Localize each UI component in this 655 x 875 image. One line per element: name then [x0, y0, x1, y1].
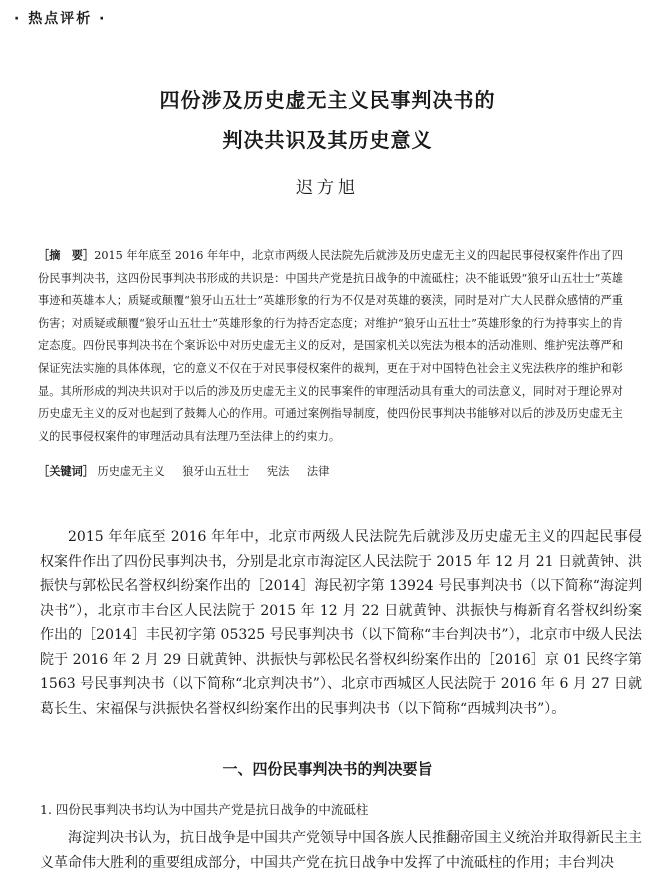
section-heading: 一、四份民事判决书的判决要旨	[222, 760, 433, 778]
keywords-block	[38, 461, 623, 483]
abstract-block	[38, 245, 623, 448]
subsection-heading: 1. 四份民事判决书均认为中国共产党是抗日战争的中流砥柱	[40, 802, 369, 817]
article-title-line-1: 四份涉及历史虚无主义民事判决书的	[159, 88, 496, 112]
abstract-text: 2015 年年底至 2016 年年中，北京市两级人民法院先后就涉及历史虚无主义的四起民事侵权案件作出了四份民事判决书，这四份民事判决书形成的共识是：中国共产党是抗日战争的中流砥柱；决不能诋毁“狼牙山五壮士”英雄事迹和英雄本人；质疑或颠覆“狼牙山五壮士”英雄形象的行为不仅是对英雄的亵渎，同时是对广大人民群众感情的严重伤害；对质疑或颠覆“狼牙山五壮士”英雄形象的行为持否定态度；对维护“狼牙山五壮士”英雄形象的行为持事实上的肯定态度。四份民事判决书在个案诉讼中对历史虚无主义的反对，是国家机关以宪法为根本的活动准则、维护宪法尊严和保证宪法实施的具体体现，它的意义不仅在于对民事侵权案件的裁判，更在于对中国特色社会主义宪法秩序的维护和彰显。其所形成的判决共识对于以后的涉及历史虚无主义的民事案件的审理活动具有重大的司法意义，同时对于理论界对历史虚无主义的反对也起到了鼓舞人心的作用。可通过案例指导制度，使四份民事判决书能够对以后的涉及历史虚无主义的民事侵权案件的审理活动具有法理乃至法律上的约束力。	[38, 249, 623, 443]
keyword: 法律	[306, 465, 330, 478]
author-name: 迟方旭	[296, 178, 359, 198]
keyword: 狼牙山五壮士	[182, 465, 250, 478]
section-tag: · 热点评析 ·	[14, 11, 107, 27]
body-paragraph: 海淀判决书认为，抗日战争是中国共产党领导中国各族人民推翻帝国主义统治并取得新民主主义革命伟大胜利的重要组成部分，中国共产党在抗日战争中发挥了中流砥柱的作用；丰台判决	[40, 830, 642, 871]
keyword: 历史虚无主义	[97, 465, 165, 478]
keywords-label: ［关键词］	[38, 465, 94, 478]
body-paragraph: 2015 年年底至 2016 年年中，北京市两级人民法院先后就涉及历史虚无主义的四起民事侵权案件作出了四份民事判决书，分别是北京市海淀区人民法院于 2015 年 12 月 21 日就黄钟、洪振快与郭松民名誉权纠纷案作出的［2014］海民初字第 13924 号民事判决书（以下简称“海淀判决书”），北京市丰台区人民法院于 2015 年 12 月 22 日就黄钟、洪振快与梅新育名誉权纠纷案作出的［2014］丰民初字第 05325 号民事判决书（以下简称“丰台判决书”），北京市中级人民法院于 2016 年 2 月 29 日就黄钟、洪振快与郭松民名誉权纠纷案作出的［2016］京 01 民终字第 1563 号民事判决书（以下简称“北京判决书”）、北京市西城区人民法院于 2016 年 6 月 27 日就葛长生、宋福保与洪振快名誉权纠纷案作出的民事判决书（以下简称“西城判决书”）。	[40, 529, 642, 717]
keyword: 宪法	[266, 465, 290, 478]
abstract-label: ［摘 要］	[38, 249, 95, 262]
article-title-line-2: 判决共识及其历史意义	[222, 128, 433, 152]
